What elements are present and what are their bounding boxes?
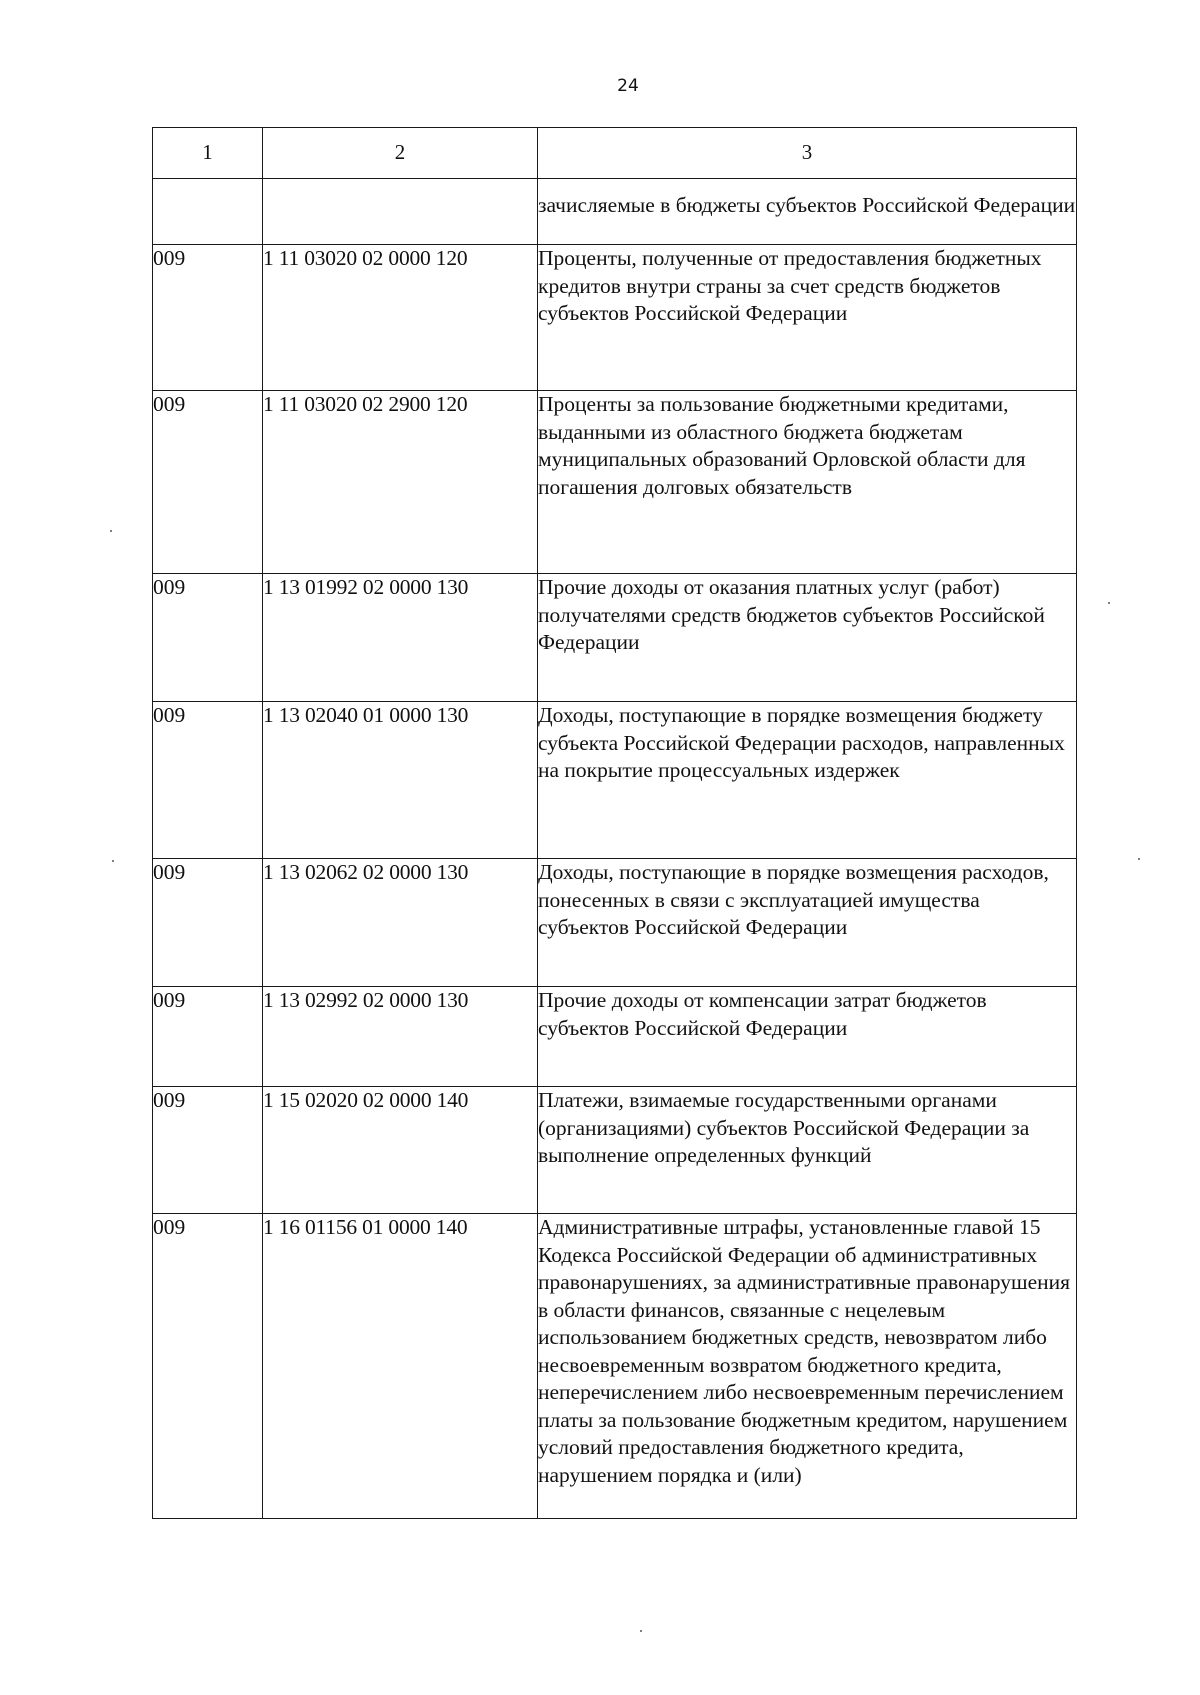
table-row [153, 574, 1077, 702]
table-row [153, 859, 1077, 987]
table-row [153, 1087, 1077, 1214]
revenue-name-cell: Доходы, поступающие в порядке возмещения расходов, понесенных в связи с эксплуатацией имущества субъектов Российской Федерации [538, 859, 1077, 987]
budget-code-cell: 1 11 03020 02 2900 120 [263, 391, 538, 574]
budget-code-cell: 1 13 02062 02 0000 130 [263, 859, 538, 987]
table-row [153, 391, 1077, 574]
scan-speck [112, 860, 114, 862]
revenue-name-cell: Прочие доходы от оказания платных услуг (работ) получателями средств бюджетов субъектов Российской Федерации [538, 574, 1077, 702]
budget-code-cell: 1 16 01156 01 0000 140 [263, 1214, 538, 1519]
budget-code-cell: 1 11 03020 02 0000 120 [263, 245, 538, 391]
header-col-3: 3 [538, 128, 1077, 179]
admin-code-cell: 009 [153, 245, 263, 391]
budget-code-cell: 1 13 02040 01 0000 130 [263, 702, 538, 859]
table-row [153, 1214, 1077, 1519]
page-number: 24 [617, 76, 639, 96]
revenue-name-cell: Проценты за пользование бюджетными кредитами, выданными из областного бюджета бюджетам муниципальных образований Орловской области для погашения долговых обязательств [538, 391, 1077, 574]
revenue-name-cell: Административные штрафы, установленные главой 15 Кодекса Российской Федерации об административных правонарушениях, за административные правонарушения в области финансов, связанные с нецелевым использованием бюджетных средств, невозвратом либо несвоевременным возвратом бюджетного кредита, неперечислением либо несвоевременным перечислением платы за пользование бюджетным кредитом, нарушением условий предоставления бюджетного кредита, нарушением порядка и (или) [538, 1214, 1077, 1519]
admin-code-cell: 009 [153, 859, 263, 987]
budget-code-cell: 1 13 01992 02 0000 130 [263, 574, 538, 702]
admin-code-cell [153, 179, 263, 245]
table-row-continuation [153, 179, 1077, 245]
budget-code-cell: 1 15 02020 02 0000 140 [263, 1087, 538, 1214]
header-col-2: 2 [263, 128, 538, 179]
admin-code-cell: 009 [153, 987, 263, 1087]
scan-speck [1138, 858, 1140, 860]
table-row [153, 245, 1077, 391]
revenue-name-cell: Прочие доходы от компенсации затрат бюджетов субъектов Российской Федерации [538, 987, 1077, 1087]
scan-speck [640, 1630, 642, 1632]
revenue-codes-table [152, 127, 1077, 1519]
revenue-name-cell: зачисляемые в бюджеты субъектов Российской Федерации [538, 179, 1077, 245]
admin-code-cell: 009 [153, 574, 263, 702]
budget-code-cell [263, 179, 538, 245]
table-row [153, 702, 1077, 859]
admin-code-cell: 009 [153, 702, 263, 859]
budget-code-cell: 1 13 02992 02 0000 130 [263, 987, 538, 1087]
admin-code-cell: 009 [153, 391, 263, 574]
admin-code-cell: 009 [153, 1214, 263, 1519]
revenue-name-cell: Платежи, взимаемые государственными органами (организациями) субъектов Российской Федерации за выполнение определенных функций [538, 1087, 1077, 1214]
revenue-name-cell: Проценты, полученные от предоставления бюджетных кредитов внутри страны за счет средств бюджетов субъектов Российской Федерации [538, 245, 1077, 391]
scan-speck [1108, 602, 1110, 604]
header-col-1: 1 [153, 128, 263, 179]
table-header-row [153, 128, 1077, 179]
admin-code-cell: 009 [153, 1087, 263, 1214]
revenue-name-cell: Доходы, поступающие в порядке возмещения бюджету субъекта Российской Федерации расходов, направленных на покрытие процессуальных издержек [538, 702, 1077, 859]
scan-speck [110, 530, 112, 532]
table-row [153, 987, 1077, 1087]
